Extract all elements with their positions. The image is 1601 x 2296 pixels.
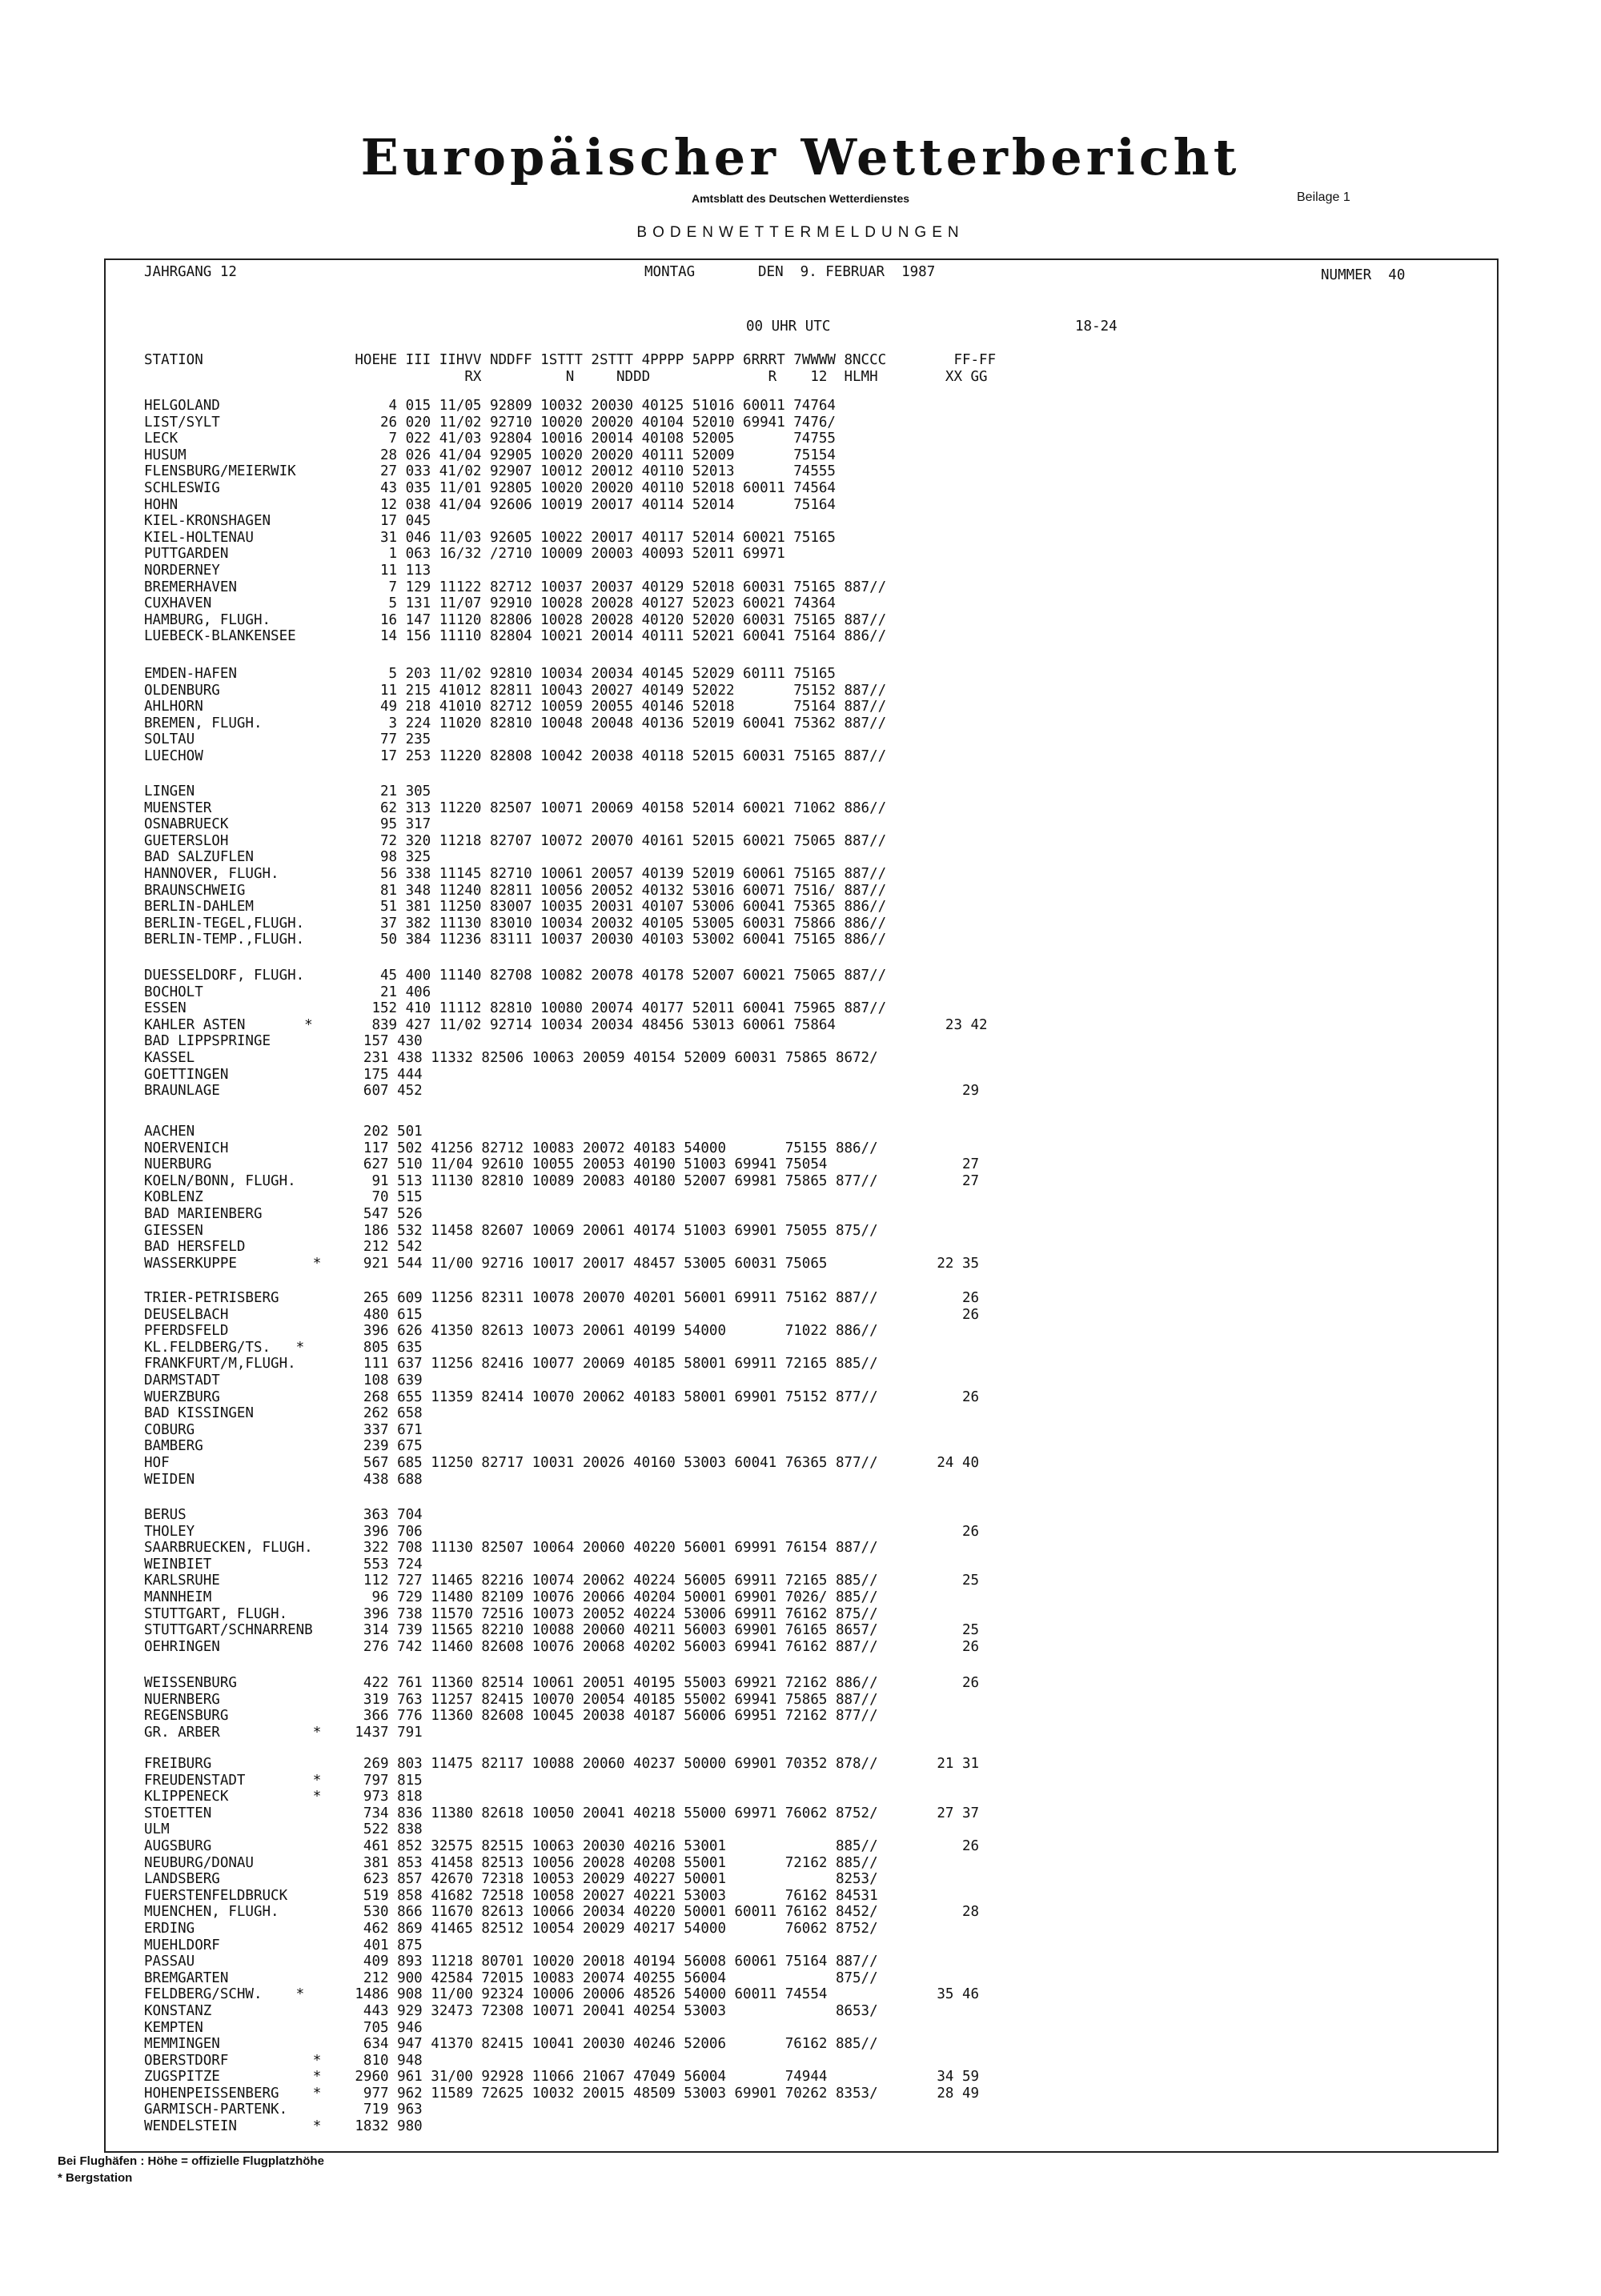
table-row: OBERSTDORF * 810 948 [144, 2052, 423, 2069]
table-row: MUENCHEN, FLUGH. 530 866 11670 82613 10066 20034 40220 50001 60011 76162 8452/ 28 [144, 1904, 980, 1921]
footnote-airports: Bei Flughäfen : Höhe = offizielle Flugplatzhöhe [58, 2154, 324, 2168]
station-group [144, 1124, 979, 1272]
station-group [144, 1290, 979, 1488]
table-row: STUTTGART, FLUGH. 396 738 11570 72516 10073 20052 40224 53006 69911 76162 875// [144, 1605, 878, 1622]
table-row: FREUDENSTADT * 797 815 [144, 1772, 423, 1789]
table-row: SOLTAU 77 235 [144, 731, 431, 748]
station-group [144, 1507, 979, 1655]
table-row: BOCHOLT 21 406 [144, 984, 431, 1000]
table-row: KOBLENZ 70 515 [144, 1189, 423, 1206]
table-row: KASSEL 231 438 11332 82506 10063 20059 40154 52009 60031 75865 8672/ [144, 1049, 878, 1066]
table-row: NOERVENICH 117 502 41256 82712 10083 20072 40183 54000 75155 886// [144, 1140, 878, 1156]
table-row: BAD KISSINGEN 262 658 [144, 1405, 423, 1422]
table-row: GOETTINGEN 175 444 [144, 1066, 423, 1083]
table-row: AACHEN 202 501 [144, 1124, 423, 1140]
table-row: GIESSEN 186 532 11458 82607 10069 20061 40174 51003 69901 75055 875// [144, 1222, 878, 1239]
table-row: FELDBERG/SCHW. * 1486 908 11/00 92324 10006 20006 48526 54000 60011 74554 35 46 [144, 1986, 980, 2003]
footnote-mountain-station: * Bergstation [58, 2171, 133, 2185]
table-row: SCHLESWIG 43 035 11/01 92805 10020 20020 40110 52018 60011 74564 [144, 479, 836, 496]
table-row: MEMMINGEN 634 947 41370 82415 10041 20030 40246 52006 76162 885// [144, 2036, 878, 2053]
table-row: HELGOLAND 4 015 11/05 92809 10032 20030 40125 51016 60011 74764 [144, 398, 836, 414]
table-row: KIEL-HOLTENAU 31 046 11/03 92605 10022 20017 40117 52014 60021 75165 [144, 529, 836, 546]
table-row: HUSUM 28 026 41/04 92905 10020 20020 40111 52009 75154 [144, 447, 836, 463]
table-row: MANNHEIM 96 729 11480 82109 10076 20066 40204 50001 69901 7026/ 885// [144, 1589, 878, 1605]
table-row: WEIDEN 438 688 [144, 1471, 423, 1488]
table-row: KONSTANZ 443 929 32473 72308 10071 20041 40254 53003 8653/ [144, 2002, 878, 2019]
table-row: TRIER-PETRISBERG 265 609 11256 82311 10078 20070 40201 56001 69911 75162 887// 26 [144, 1290, 980, 1306]
table-row: NUERNBERG 319 763 11257 82415 10070 20054 40185 55002 69941 75865 887// [144, 1691, 878, 1708]
table-row: EMDEN-HAFEN 5 203 11/02 92810 10034 20034 40145 52029 60111 75165 [144, 666, 836, 682]
table-row: COBURG 337 671 [144, 1421, 423, 1438]
table-row: LINGEN 21 305 [144, 783, 431, 799]
table-row: BREMERHAVEN 7 129 11122 82712 10037 20037 40129 52018 60031 75165 887// [144, 579, 887, 595]
station-group [144, 666, 886, 765]
table-row: WENDELSTEIN * 1832 980 [144, 2118, 423, 2135]
table-row: FREIBURG 269 803 11475 82117 10088 20060 40237 50000 69901 70352 878// 21 31 [144, 1756, 980, 1772]
table-row: BRAUNSCHWEIG 81 348 11240 82811 10056 20052 40132 53016 60071 7516/ 887// [144, 882, 887, 899]
table-row: WEINBIET 553 724 [144, 1556, 423, 1573]
table-row: BRAUNLAGE 607 452 29 [144, 1083, 980, 1100]
table-row: BAMBERG 239 675 [144, 1438, 423, 1455]
table-row: BREMEN, FLUGH. 3 224 11020 82810 10048 20048 40136 52019 60041 75362 887// [144, 715, 887, 731]
table-row: OLDENBURG 11 215 41012 82811 10043 20027 40149 52022 75152 887// [144, 682, 887, 699]
table-row: BERLIN-TEGEL,FLUGH. 37 382 11130 83010 10034 20032 40105 53005 60031 75866 886// [144, 915, 887, 932]
table-row: BERLIN-DAHLEM 51 381 11250 83007 10035 20031 40107 53006 60041 75365 886// [144, 899, 887, 916]
table-row: AUGSBURG 461 852 32575 82515 10063 20030 40216 53001 885// 26 [144, 1837, 980, 1854]
page-title: Europäischer Wetterbericht [360, 128, 1241, 186]
report-time: 00 UHR UTC [746, 319, 831, 335]
table-row: ERDING 462 869 41465 82512 10054 20029 40217 54000 76062 8752/ [144, 1920, 878, 1937]
observation-period: 18-24 [1075, 319, 1117, 335]
station-group [144, 1756, 979, 2135]
table-row: NUERBURG 627 510 11/04 92610 10055 20053 40190 51003 69941 75054 27 [144, 1156, 980, 1173]
table-row: KAHLER ASTEN * 839 427 11/02 92714 10034 20034 48456 53013 60061 75864 23 42 [144, 1016, 988, 1033]
report-number: NUMMER 40 [1321, 267, 1406, 283]
table-row: HOF 567 685 11250 82717 10031 20026 40160 53003 60041 76365 877// 24 40 [144, 1454, 980, 1471]
publisher-subtitle: Amtsblatt des Deutschen Wetterdienstes [691, 192, 910, 205]
table-row: HANNOVER, FLUGH. 56 338 11145 82710 10061 20057 40139 52019 60061 75165 887// [144, 865, 887, 882]
table-row: DARMSTADT 108 639 [144, 1372, 423, 1388]
beilage-label: Beilage 1 [1297, 190, 1350, 204]
table-row: KEMPTEN 705 946 [144, 2019, 423, 2036]
weekday: MONTAG [644, 264, 696, 280]
table-row: PUTTGARDEN 1 063 16/32 /2710 10009 20003 40093 52011 69971 [144, 546, 785, 563]
table-row: KLIPPENECK * 973 818 [144, 1789, 423, 1805]
table-row: LUEBECK-BLANKENSEE 14 156 11110 82804 10021 20014 40111 52021 60041 75164 886// [144, 628, 887, 645]
table-row: LIST/SYLT 26 020 11/02 92710 10020 20020 40104 52010 69941 7476/ [144, 414, 836, 431]
table-row: BREMGARTEN 212 900 42584 72015 10083 20074 40255 56004 875// [144, 1969, 878, 1986]
table-row: HOHN 12 038 41/04 92606 10019 20017 40114 52014 75164 [144, 496, 836, 513]
station-group [144, 783, 886, 948]
table-row: MUENSTER 62 313 11220 82507 10071 20069 40158 52014 60021 71062 886// [144, 799, 887, 816]
table-row: CUXHAVEN 5 131 11/07 92910 10028 20028 40127 52023 60021 74364 [144, 595, 836, 612]
station-group [144, 1675, 979, 1741]
table-row: MUEHLDORF 401 875 [144, 1937, 423, 1953]
table-row: ZUGSPITZE * 2960 961 31/00 92928 11066 21067 47049 56004 74944 34 59 [144, 2069, 980, 2086]
table-row: BAD SALZUFLEN 98 325 [144, 849, 431, 866]
table-row: GARMISCH-PARTENK. 719 963 [144, 2102, 423, 2118]
table-row: STUTTGART/SCHNARRENB 314 739 11565 82210 10088 20060 40211 56003 69901 76165 8657/ 25 [144, 1622, 980, 1639]
table-row: PFERDSFELD 396 626 41350 82613 10073 20061 40199 54000 71022 886// [144, 1323, 878, 1340]
table-row: OEHRINGEN 276 742 11460 82608 10076 20068 40202 56003 69941 76162 887// 26 [144, 1638, 980, 1655]
station-group [144, 968, 988, 1100]
table-row: SAARBRUECKEN, FLUGH. 322 708 11130 82507 10064 20060 40220 56001 69991 76154 887// [144, 1540, 878, 1557]
table-row: REGENSBURG 366 776 11360 82608 10045 20038 40187 56006 69951 72162 877// [144, 1708, 878, 1725]
table-row: DEUSELBACH 480 615 26 [144, 1306, 980, 1323]
jahrgang: JAHRGANG 12 [144, 264, 237, 280]
table-row: WUERZBURG 268 655 11359 82414 10070 20062 40183 58001 69901 75152 877// 26 [144, 1388, 980, 1405]
table-row: WASSERKUPPE * 921 544 11/00 92716 10017 20017 48457 53005 60031 75065 22 35 [144, 1255, 980, 1272]
table-row: LUECHOW 17 253 11220 82808 10042 20038 40118 52015 60031 75165 887// [144, 747, 887, 764]
table-row: KOELN/BONN, FLUGH. 91 513 11130 82810 10089 20083 40180 52007 69981 75865 877// 27 [144, 1172, 980, 1189]
table-row: FLENSBURG/MEIERWIK 27 033 41/02 92907 10012 20012 40110 52013 74555 [144, 463, 836, 480]
table-row: BAD MARIENBERG 547 526 [144, 1205, 423, 1222]
table-row: BAD HERSFELD 212 542 [144, 1239, 423, 1256]
table-row: BERUS 363 704 [144, 1507, 423, 1523]
table-row: NORDERNEY 11 113 [144, 562, 431, 579]
table-row: OSNABRUECK 95 317 [144, 816, 431, 833]
table-row: WEISSENBURG 422 761 11360 82514 10061 20051 40195 55003 69921 72162 886// 26 [144, 1675, 980, 1691]
table-row: PASSAU 409 893 11218 80701 10020 20018 40194 56008 60061 75164 887// [144, 1953, 878, 1970]
table-row: BAD LIPPSPRINGE 157 430 [144, 1033, 423, 1050]
table-row: HOHENPEISSENBERG * 977 962 11589 72625 10032 20015 48509 53003 69901 70262 8353/ 28 49 [144, 2085, 980, 2102]
column-header-line-1: STATION HOEHE III IIHVV NDDFF 1STTT 2STTT 4PPPP 5APPP 6RRRT 7WWWW 8NCCC FF-FF [144, 352, 997, 368]
table-row: LANDSBERG 623 857 42670 72318 10053 20029 40227 50001 8253/ [144, 1871, 878, 1888]
report-date: DEN 9. FEBRUAR 1987 [758, 264, 936, 280]
table-row: GR. ARBER * 1437 791 [144, 1724, 423, 1741]
table-row: FUERSTENFELDBRUCK 519 858 41682 72518 10058 20027 40221 53003 76162 84531 [144, 1887, 878, 1904]
table-row: KL.FELDBERG/TS. * 805 635 [144, 1339, 423, 1356]
table-row: ESSEN 152 410 11112 82810 10080 20074 40177 52011 60041 75965 887// [144, 1000, 887, 1017]
table-row: STOETTEN 734 836 11380 82618 10050 20041 40218 55000 69971 76062 8752/ 27 37 [144, 1805, 980, 1821]
table-row: BERLIN-TEMP.,FLUGH. 50 384 11236 83111 10037 20030 40103 53002 60041 75165 886// [144, 932, 887, 948]
table-row: GUETERSLOH 72 320 11218 82707 10072 20070 40161 52015 60021 75065 887// [144, 832, 887, 849]
table-row: FRANKFURT/M,FLUGH. 111 637 11256 82416 10077 20069 40185 58001 69911 72165 885// [144, 1356, 878, 1372]
column-header-line-2: RX N NDDD R 12 HLMH XX GG [144, 369, 988, 385]
table-row: AHLHORN 49 218 41010 82712 10059 20055 40146 52018 75164 887// [144, 699, 887, 715]
table-row: ULM 522 838 [144, 1821, 423, 1838]
table-row: LECK 7 022 41/03 92804 10016 20014 40108 52005 74755 [144, 431, 836, 447]
table-row: HAMBURG, FLUGH. 16 147 11120 82806 10028 20028 40120 52020 60031 75165 887// [144, 611, 887, 628]
table-row: DUESSELDORF, FLUGH. 45 400 11140 82708 10082 20078 40178 52007 60021 75065 887// [144, 968, 887, 984]
table-row: NEUBURG/DONAU 381 853 41458 82513 10056 20028 40208 55001 72162 885// [144, 1854, 878, 1871]
section-title: BODENWETTERMELDUNGEN [636, 224, 965, 241]
table-row: THOLEY 396 706 26 [144, 1523, 980, 1540]
table-row: KARLSRUHE 112 727 11465 82216 10074 20062 40224 56005 69911 72165 885// 25 [144, 1573, 980, 1589]
table-row: KIEL-KRONSHAGEN 17 045 [144, 513, 431, 530]
station-group [144, 398, 886, 645]
